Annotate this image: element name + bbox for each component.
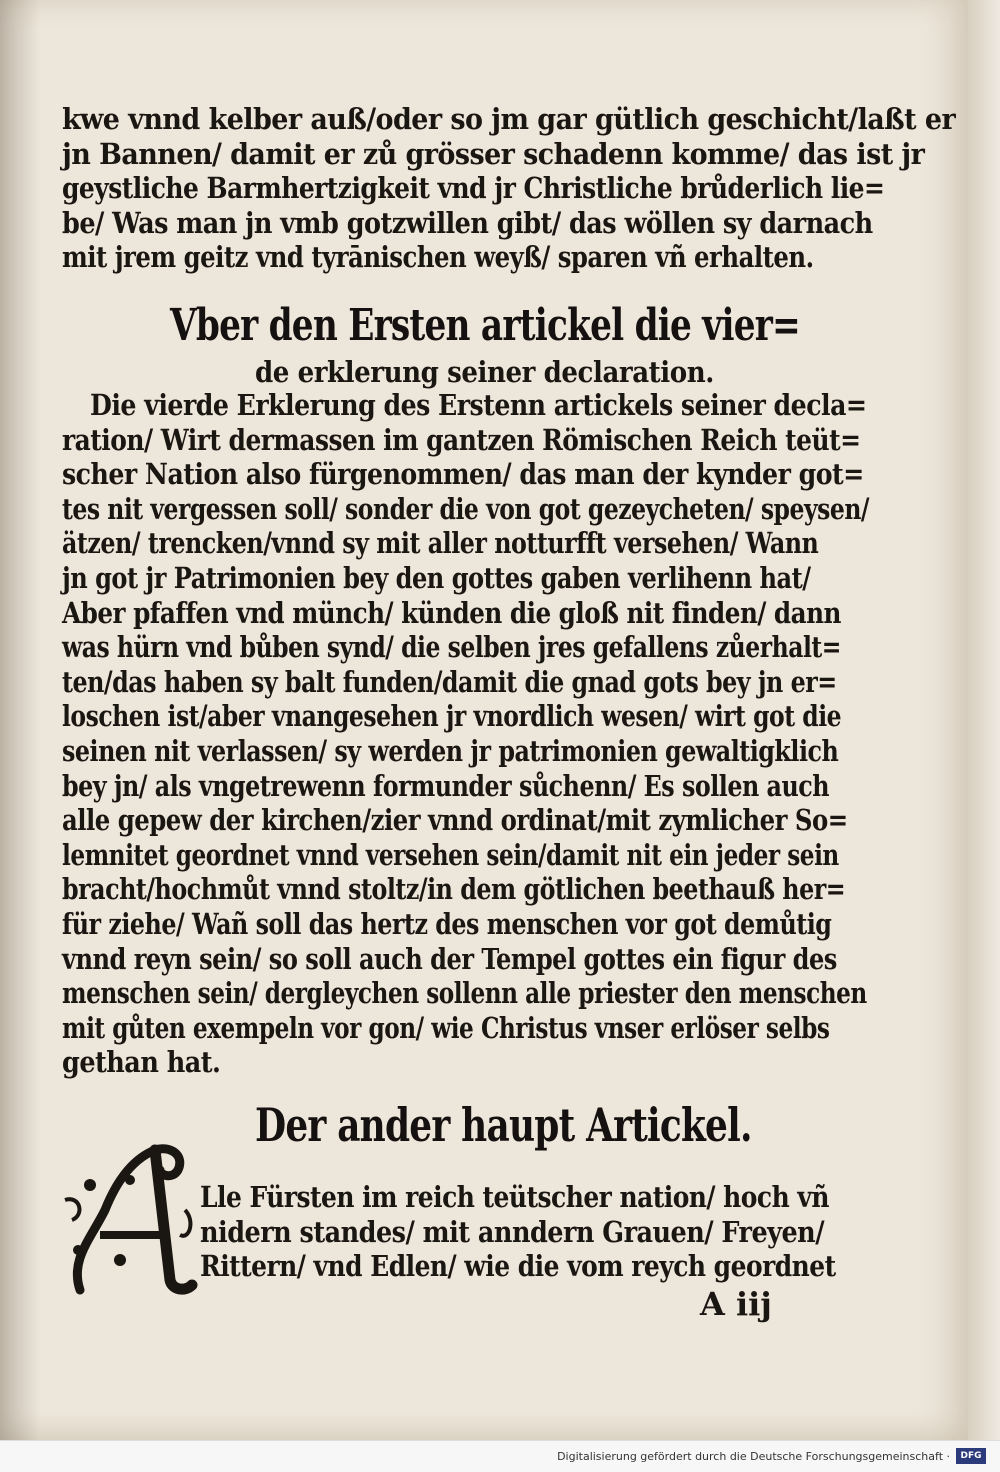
text-line: Lle Fürsten im reich teütscher nation/ hoch vñ xyxy=(200,1180,829,1214)
text-line: menschen sein/ dergleychen sollenn alle priester den menschen xyxy=(62,976,867,1011)
text-line: Rittern/ vnd Edlen/ wie die vom reych geordnet xyxy=(200,1249,836,1284)
footer-bar xyxy=(0,1440,1000,1472)
text-line: kwe vnnd kelber auß/oder so jm gar gütlich geschicht/laßt er xyxy=(62,102,956,136)
page-edge xyxy=(968,0,1000,1440)
section-body xyxy=(62,388,870,1080)
text-line: seinen nit verlassen/ sy werden jr patrimonien gewaltigklich xyxy=(62,733,839,768)
text-line: bracht/hochmůt vnnd stoltz/in dem götlichen beethauß her= xyxy=(62,872,846,907)
text-line: ration/ Wirt dermassen im gantzen Römischen Reich teüt= xyxy=(62,422,861,457)
text-line: loschen ist/aber vnangesehen jr vnordlich wesen/ wirt got die xyxy=(62,699,842,734)
text-line: ten/das haben sy balt funden/damit die gnad gots bey jn er= xyxy=(62,664,837,699)
text-line: Aber pfaffen vnd münch/ künden die gloß nit finden/ dann xyxy=(62,595,841,630)
top-paragraph xyxy=(62,102,956,275)
text-line: jn got jr Patrimonien bey den gottes gaben verlihenn hat/ xyxy=(62,560,811,595)
text-line: vnnd reyn sein/ so soll auch der Tempel gottes ein figur des xyxy=(62,941,837,976)
text-line: be/ Was man jn vmb gotzwillen gibt/ das wöllen sy darnach xyxy=(62,205,873,240)
section2-body xyxy=(200,1180,939,1284)
text-line: gethan hat. xyxy=(62,1045,221,1080)
text-line: mit jrem geitz vnd tyrānischen weyß/ sparen vñ erhalten. xyxy=(62,240,814,275)
text-line: alle gepew der kirchen/zier vnnd ordinat/mit zymlicher So= xyxy=(62,803,848,838)
text-line: für ziehe/ Wañ soll das hertz des menschen vor got demůtig xyxy=(62,906,832,941)
text-line: geystliche Barmhertzigkeit vnd jr Christliche brůderlich lie= xyxy=(62,171,885,206)
text-line: scher Nation also fürgenommen/ das man der kynder got= xyxy=(62,457,864,492)
section2-heading: Der ander haupt Artickel. xyxy=(255,1098,752,1152)
initial-letter-ornament xyxy=(60,1140,200,1300)
section-heading: Vber den Ersten artickel die vier= xyxy=(170,300,801,351)
text-line: Die vierde Erklerung des Erstenn artickels seiner decla= xyxy=(90,388,867,422)
section-subheading: de erklerung seiner declaration. xyxy=(255,355,714,389)
text-line: was hürn vnd bůben synd/ die selben jres gefallens zůerhalt= xyxy=(62,630,841,665)
footer-credit: Digitalisierung gefördert durch die Deutsche Forschungsgemeinschaft · xyxy=(557,1450,950,1463)
signature-mark: A iij xyxy=(700,1285,772,1323)
text-line: mit gůten exempeln vor gon/ wie Christus vnser erlöser selbs xyxy=(62,1010,830,1045)
page-spine-shadow xyxy=(0,0,40,1440)
text-line: bey jn/ als vngetrewenn formunder sůchenn/ Es sollen auch xyxy=(62,768,830,803)
text-line: nidern standes/ mit anndern Grauen/ Freyen/ xyxy=(200,1214,825,1249)
dfg-logo[interactable]: DFG xyxy=(956,1448,986,1464)
decorated-initial xyxy=(60,1140,200,1300)
text-line: lemnitet geordnet vnnd versehen sein/damit nit ein jeder sein xyxy=(62,837,839,872)
text-line: jn Bannen/ damit er zů grösser schadenn komme/ das ist jr xyxy=(62,136,925,171)
text-line: ätzen/ trencken/vnnd sy mit aller notturfft versehen/ Wann xyxy=(62,526,819,561)
text-line: tes nit vergessen soll/ sonder die von got gezeycheten/ speysen/ xyxy=(62,491,870,526)
